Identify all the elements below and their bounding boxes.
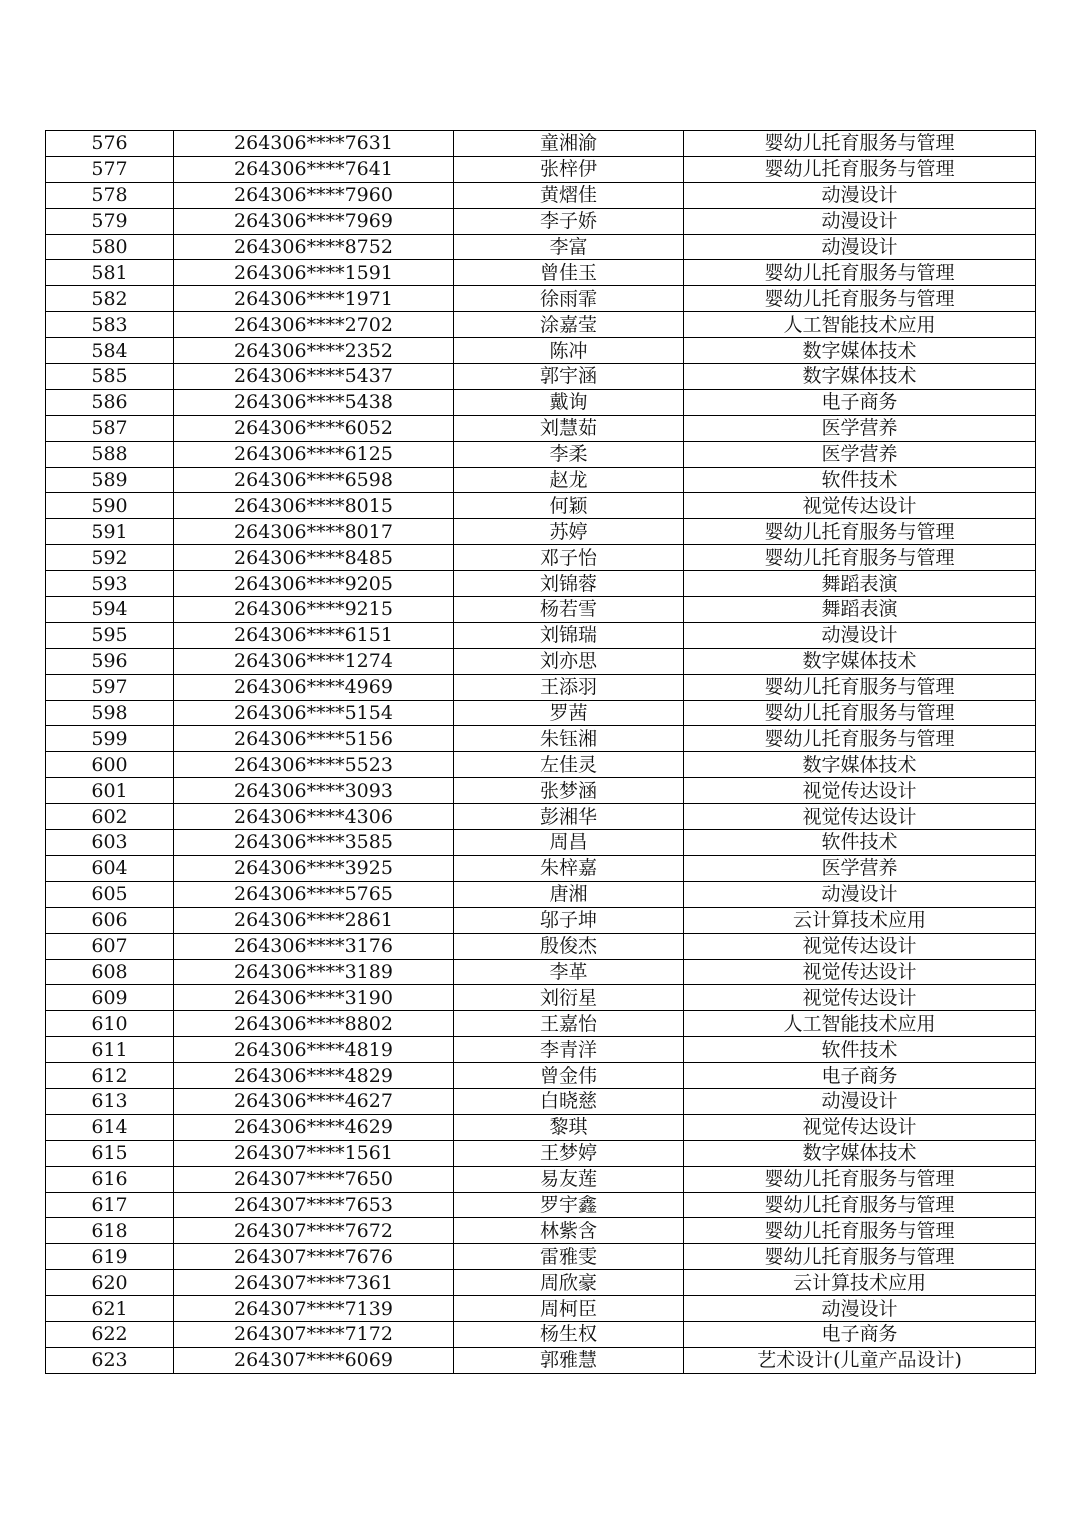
major-cell: 婴幼儿托育服务与管理 [684,1192,1036,1218]
id-number-cell: 264306****3585 [174,830,454,856]
table-row [46,752,1036,778]
student-name-cell: 苏婷 [454,519,684,545]
major-cell: 婴幼儿托育服务与管理 [684,1244,1036,1270]
student-name-cell: 刘锦蓉 [454,571,684,597]
student-name-cell: 李革 [454,959,684,985]
student-name-cell: 易友莲 [454,1166,684,1192]
id-number-cell: 264306****4306 [174,804,454,830]
major-cell: 数字媒体技术 [684,364,1036,390]
major-cell: 婴幼儿托育服务与管理 [684,674,1036,700]
student-name-cell: 刘锦瑞 [454,622,684,648]
student-name-cell: 邓子怡 [454,545,684,571]
table-row [46,1088,1036,1114]
id-number-cell: 264307****7672 [174,1218,454,1244]
row-number-cell: 591 [46,519,174,545]
id-number-cell: 264306****4629 [174,1114,454,1140]
student-name-cell: 黄熠佳 [454,182,684,208]
student-name-cell: 曾佳玉 [454,260,684,286]
id-number-cell: 264307****7172 [174,1321,454,1347]
student-name-cell: 郭雅慧 [454,1347,684,1373]
table-row [46,1321,1036,1347]
id-number-cell: 264306****6052 [174,415,454,441]
table-row [46,778,1036,804]
id-number-cell: 264306****3176 [174,933,454,959]
student-name-cell: 林紫含 [454,1218,684,1244]
table-row [46,1140,1036,1166]
major-cell: 动漫设计 [684,622,1036,648]
table-row [46,131,1036,157]
id-number-cell: 264307****7653 [174,1192,454,1218]
id-number-cell: 264306****6151 [174,622,454,648]
major-cell: 婴幼儿托育服务与管理 [684,1218,1036,1244]
row-number-cell: 596 [46,648,174,674]
table-row [46,1192,1036,1218]
id-number-cell: 264306****8485 [174,545,454,571]
major-cell: 视觉传达设计 [684,493,1036,519]
table-row [46,364,1036,390]
major-cell: 人工智能技术应用 [684,312,1036,338]
student-name-cell: 徐雨霏 [454,286,684,312]
major-cell: 动漫设计 [684,1296,1036,1322]
major-cell: 婴幼儿托育服务与管理 [684,1166,1036,1192]
student-name-cell: 左佳灵 [454,752,684,778]
student-name-cell: 郭宇涵 [454,364,684,390]
major-cell: 婴幼儿托育服务与管理 [684,286,1036,312]
row-number-cell: 616 [46,1166,174,1192]
major-cell: 艺术设计(儿童产品设计) [684,1347,1036,1373]
major-cell: 婴幼儿托育服务与管理 [684,260,1036,286]
student-name-cell: 殷俊杰 [454,933,684,959]
major-cell: 软件技术 [684,1037,1036,1063]
student-name-cell: 何颖 [454,493,684,519]
row-number-cell: 609 [46,985,174,1011]
student-name-cell: 唐湘 [454,881,684,907]
table-row [46,1166,1036,1192]
table-row [46,234,1036,260]
table-row [46,933,1036,959]
id-number-cell: 264306****7631 [174,131,454,157]
table-row [46,312,1036,338]
major-cell: 视觉传达设计 [684,959,1036,985]
row-number-cell: 615 [46,1140,174,1166]
table-row [46,726,1036,752]
major-cell: 婴幼儿托育服务与管理 [684,131,1036,157]
row-number-cell: 578 [46,182,174,208]
student-name-cell: 涂嘉莹 [454,312,684,338]
table-row [46,571,1036,597]
id-number-cell: 264306****8802 [174,1011,454,1037]
major-cell: 视觉传达设计 [684,778,1036,804]
row-number-cell: 610 [46,1011,174,1037]
id-number-cell: 264306****3190 [174,985,454,1011]
row-number-cell: 601 [46,778,174,804]
id-number-cell: 264306****2352 [174,338,454,364]
table-row [46,1063,1036,1089]
student-name-cell: 刘衍星 [454,985,684,1011]
table-row [46,1296,1036,1322]
id-number-cell: 264306****5154 [174,700,454,726]
table-row [46,208,1036,234]
table-row [46,985,1036,1011]
row-number-cell: 583 [46,312,174,338]
table-row [46,881,1036,907]
id-number-cell: 264306****5156 [174,726,454,752]
student-name-cell: 罗宇鑫 [454,1192,684,1218]
major-cell: 动漫设计 [684,182,1036,208]
row-number-cell: 580 [46,234,174,260]
table-row [46,286,1036,312]
id-number-cell: 264306****2702 [174,312,454,338]
row-number-cell: 618 [46,1218,174,1244]
major-cell: 医学营养 [684,441,1036,467]
student-name-cell: 邬子坤 [454,907,684,933]
student-name-cell: 罗茜 [454,700,684,726]
id-number-cell: 264307****7139 [174,1296,454,1322]
table-row [46,415,1036,441]
id-number-cell: 264306****2861 [174,907,454,933]
student-name-cell: 王梦婷 [454,1140,684,1166]
row-number-cell: 588 [46,441,174,467]
row-number-cell: 605 [46,881,174,907]
table-row [46,674,1036,700]
major-cell: 婴幼儿托育服务与管理 [684,519,1036,545]
student-name-cell: 朱钰湘 [454,726,684,752]
row-number-cell: 623 [46,1347,174,1373]
id-number-cell: 264306****5765 [174,881,454,907]
id-number-cell: 264306****8015 [174,493,454,519]
id-number-cell: 264306****9215 [174,597,454,623]
id-number-cell: 264307****7650 [174,1166,454,1192]
row-number-cell: 584 [46,338,174,364]
major-cell: 视觉传达设计 [684,804,1036,830]
student-name-cell: 周昌 [454,830,684,856]
major-cell: 电子商务 [684,1063,1036,1089]
student-name-cell: 李子娇 [454,208,684,234]
table-row [46,493,1036,519]
id-number-cell: 264306****8752 [174,234,454,260]
id-number-cell: 264306****4969 [174,674,454,700]
student-name-cell: 张梦涵 [454,778,684,804]
id-number-cell: 264306****5523 [174,752,454,778]
id-number-cell: 264306****5437 [174,364,454,390]
student-name-cell: 王添羽 [454,674,684,700]
student-name-cell: 李柔 [454,441,684,467]
row-number-cell: 614 [46,1114,174,1140]
student-name-cell: 童湘渝 [454,131,684,157]
student-name-cell: 杨生权 [454,1321,684,1347]
id-number-cell: 264306****1971 [174,286,454,312]
table-row [46,1244,1036,1270]
row-number-cell: 587 [46,415,174,441]
student-name-cell: 刘慧茹 [454,415,684,441]
row-number-cell: 590 [46,493,174,519]
major-cell: 婴幼儿托育服务与管理 [684,156,1036,182]
id-number-cell: 264307****7361 [174,1270,454,1296]
major-cell: 视觉传达设计 [684,933,1036,959]
table-row [46,855,1036,881]
table-row [46,959,1036,985]
table-row [46,545,1036,571]
row-number-cell: 608 [46,959,174,985]
student-name-cell: 李青洋 [454,1037,684,1063]
major-cell: 电子商务 [684,1321,1036,1347]
table-row [46,260,1036,286]
major-cell: 数字媒体技术 [684,338,1036,364]
table-row [46,1218,1036,1244]
id-number-cell: 264306****6125 [174,441,454,467]
table-row [46,597,1036,623]
major-cell: 云计算技术应用 [684,1270,1036,1296]
row-number-cell: 597 [46,674,174,700]
major-cell: 婴幼儿托育服务与管理 [684,726,1036,752]
major-cell: 数字媒体技术 [684,1140,1036,1166]
student-name-cell: 雷雅雯 [454,1244,684,1270]
major-cell: 云计算技术应用 [684,907,1036,933]
row-number-cell: 621 [46,1296,174,1322]
major-cell: 动漫设计 [684,881,1036,907]
table-row [46,1347,1036,1373]
table-row [46,1037,1036,1063]
student-name-cell: 周欣豪 [454,1270,684,1296]
major-cell: 动漫设计 [684,208,1036,234]
major-cell: 动漫设计 [684,1088,1036,1114]
row-number-cell: 577 [46,156,174,182]
row-number-cell: 586 [46,389,174,415]
student-name-cell: 杨若雪 [454,597,684,623]
id-number-cell: 264306****3093 [174,778,454,804]
row-number-cell: 576 [46,131,174,157]
row-number-cell: 592 [46,545,174,571]
row-number-cell: 579 [46,208,174,234]
student-name-cell: 刘亦思 [454,648,684,674]
row-number-cell: 603 [46,830,174,856]
id-number-cell: 264306****7641 [174,156,454,182]
id-number-cell: 264307****7676 [174,1244,454,1270]
major-cell: 医学营养 [684,415,1036,441]
id-number-cell: 264306****9205 [174,571,454,597]
major-cell: 动漫设计 [684,234,1036,260]
student-name-cell: 戴询 [454,389,684,415]
table-row [46,700,1036,726]
table-row [46,519,1036,545]
major-cell: 舞蹈表演 [684,571,1036,597]
table-row [46,1270,1036,1296]
roster-table-body [46,131,1036,1374]
student-name-cell: 张梓伊 [454,156,684,182]
table-row [46,1011,1036,1037]
id-number-cell: 264307****1561 [174,1140,454,1166]
student-name-cell: 王嘉怡 [454,1011,684,1037]
row-number-cell: 619 [46,1244,174,1270]
row-number-cell: 620 [46,1270,174,1296]
student-name-cell: 黎琪 [454,1114,684,1140]
table-row [46,467,1036,493]
table-row [46,830,1036,856]
id-number-cell: 264306****1274 [174,648,454,674]
student-name-cell: 彭湘华 [454,804,684,830]
table-row [46,648,1036,674]
row-number-cell: 585 [46,364,174,390]
student-name-cell: 白晓慈 [454,1088,684,1114]
row-number-cell: 622 [46,1321,174,1347]
id-number-cell: 264306****5438 [174,389,454,415]
row-number-cell: 602 [46,804,174,830]
row-number-cell: 604 [46,855,174,881]
major-cell: 医学营养 [684,855,1036,881]
table-row [46,182,1036,208]
table-row [46,338,1036,364]
table-row [46,389,1036,415]
row-number-cell: 599 [46,726,174,752]
id-number-cell: 264306****1591 [174,260,454,286]
student-name-cell: 曾金伟 [454,1063,684,1089]
id-number-cell: 264306****7969 [174,208,454,234]
id-number-cell: 264306****3189 [174,959,454,985]
student-roster-table [45,130,1036,1374]
major-cell: 电子商务 [684,389,1036,415]
major-cell: 软件技术 [684,467,1036,493]
id-number-cell: 264306****4819 [174,1037,454,1063]
student-name-cell: 李富 [454,234,684,260]
major-cell: 数字媒体技术 [684,648,1036,674]
row-number-cell: 582 [46,286,174,312]
row-number-cell: 606 [46,907,174,933]
major-cell: 舞蹈表演 [684,597,1036,623]
table-row [46,441,1036,467]
row-number-cell: 594 [46,597,174,623]
major-cell: 人工智能技术应用 [684,1011,1036,1037]
table-row [46,907,1036,933]
id-number-cell: 264306****4627 [174,1088,454,1114]
major-cell: 视觉传达设计 [684,985,1036,1011]
id-number-cell: 264306****7960 [174,182,454,208]
major-cell: 婴幼儿托育服务与管理 [684,700,1036,726]
id-number-cell: 264306****4829 [174,1063,454,1089]
student-name-cell: 赵龙 [454,467,684,493]
table-row [46,156,1036,182]
row-number-cell: 595 [46,622,174,648]
table-row [46,1114,1036,1140]
row-number-cell: 600 [46,752,174,778]
student-name-cell: 朱梓嘉 [454,855,684,881]
major-cell: 数字媒体技术 [684,752,1036,778]
table-row [46,804,1036,830]
major-cell: 婴幼儿托育服务与管理 [684,545,1036,571]
row-number-cell: 617 [46,1192,174,1218]
major-cell: 视觉传达设计 [684,1114,1036,1140]
row-number-cell: 607 [46,933,174,959]
row-number-cell: 611 [46,1037,174,1063]
id-number-cell: 264306****6598 [174,467,454,493]
row-number-cell: 613 [46,1088,174,1114]
id-number-cell: 264306****8017 [174,519,454,545]
row-number-cell: 589 [46,467,174,493]
student-name-cell: 周柯臣 [454,1296,684,1322]
student-name-cell: 陈冲 [454,338,684,364]
major-cell: 软件技术 [684,830,1036,856]
row-number-cell: 593 [46,571,174,597]
table-row [46,622,1036,648]
id-number-cell: 264306****3925 [174,855,454,881]
row-number-cell: 581 [46,260,174,286]
id-number-cell: 264307****6069 [174,1347,454,1373]
row-number-cell: 598 [46,700,174,726]
row-number-cell: 612 [46,1063,174,1089]
